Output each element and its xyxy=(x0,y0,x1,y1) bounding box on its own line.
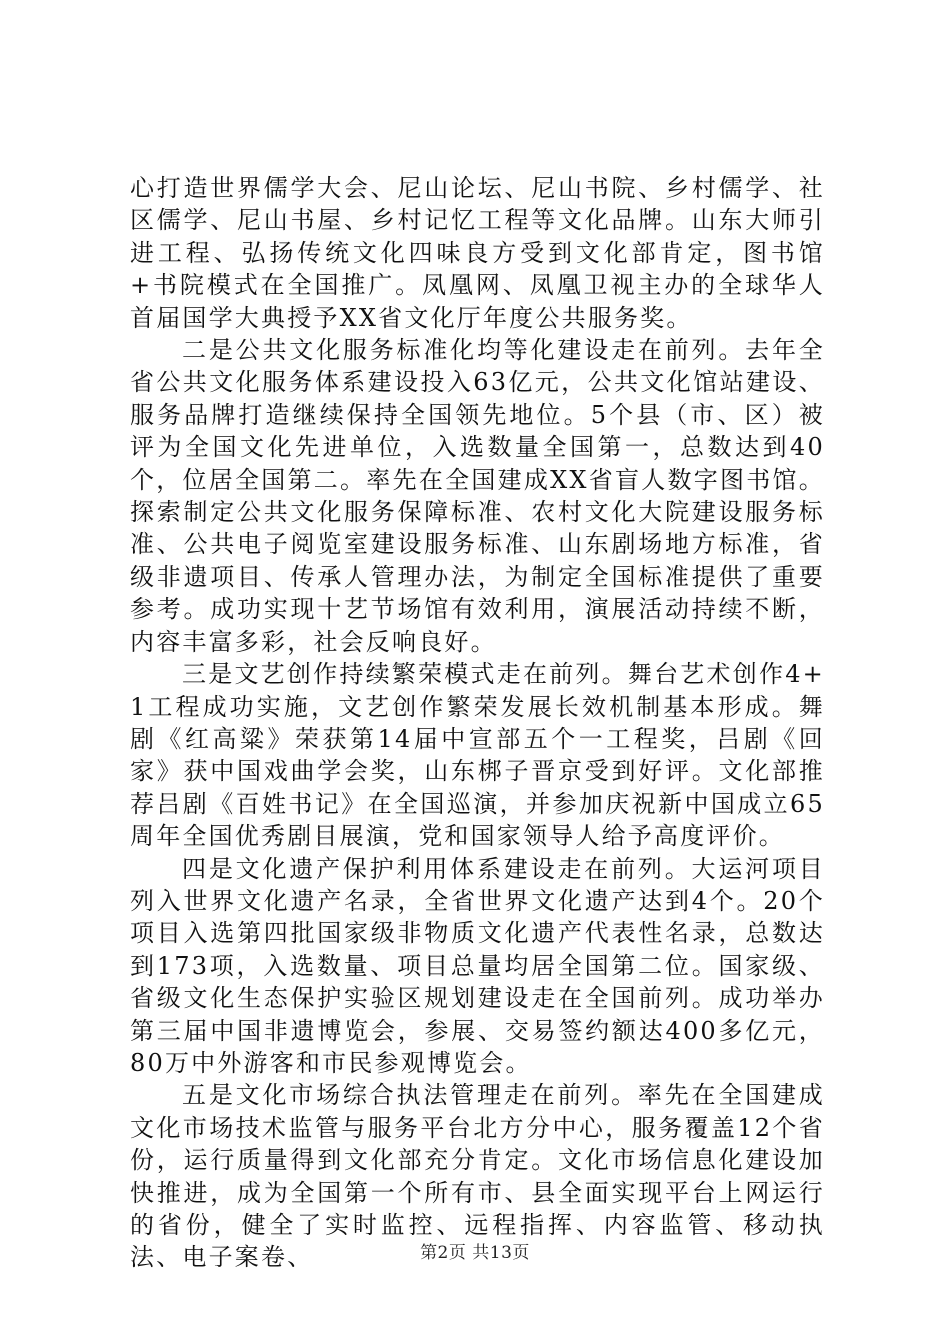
paragraph-5-market-enforcement: 五是文化市场综合执法管理走在前列。率先在全国建成文化市场技术监管与服务平台北方分中心，服务覆盖12个省份，运行质量得到文化部充分肯定。文化市场信息化建设加快推进，成为全国第一个所有市、县全面实现平台上网运行的省份，健全了实时监控、远程指挥、内容监管、移动执法、电子案卷、 xyxy=(130,1081,825,1272)
paragraph-4-heritage: 四是文化遗产保护利用体系建设走在前列。大运河项目列入世界文化遗产名录，全省世界文化遗产达到4个。20个项目入选第四批国家级非物质文化遗产代表性名录，总数达到173项，入选数量、项目总量均居全国第二位。国家级、省级文化生态保护实验区规划建设走在全国前列。成功举办第三届中国非遗博览会，参展、交易签约额达400多亿元，80万中外游客和市民参观博览会。 xyxy=(130,854,825,1077)
page-number-footer: 第2页 共13页 xyxy=(420,1243,530,1263)
paragraph-2-public-culture: 二是公共文化服务标准化均等化建设走在前列。去年全省公共文化服务体系建设投入63亿元，公共文化馆站建设、服务品牌打造继续保持全国领先地位。5个县（市、区）被评为全国文化先进单位，入选数量全国第一，总数达到40个，位居全国第二。率先在全国建成XX省盲人数字图书馆。探索制定公共文化服务保障标准、农村文化大院建设服务标准、公共电子阅览室建设服务标准、山东剧场地方标准，省级非遗项目、传承人管理办法，为制定全国标准提供了重要参考。成功实现十艺节场馆有效利用，演展活动持续不断，内容丰富多彩，社会反响良好。 xyxy=(130,336,825,656)
paragraph-3-arts-creation: 三是文艺创作持续繁荣模式走在前列。舞台艺术创作4+1工程成功实施，文艺创作繁荣发展长效机制基本形成。舞剧《红高粱》荣获第14届中宣部五个一工程奖，吕剧《回家》获中国戏曲学会奖，山东梆子晋京受到好评。文化部推荐吕剧《百姓书记》在全国巡演，并参加庆祝新中国成立65周年全国优秀剧目展演，党和国家领导人给予高度评价。 xyxy=(130,660,825,851)
paragraph-1-continuation: 心打造世界儒学大会、尼山论坛、尼山书院、乡村儒学、社区儒学、尼山书屋、乡村记忆工程等文化品牌。山东大师引进工程、弘扬传统文化四味良方受到文化部肯定，图书馆+书院模式在全国推广。凤凰网、凤凰卫视主办的全球华人首届国学大典授予XX省文化厅年度公共服务奖。 xyxy=(130,174,825,332)
document-body xyxy=(130,172,825,1274)
